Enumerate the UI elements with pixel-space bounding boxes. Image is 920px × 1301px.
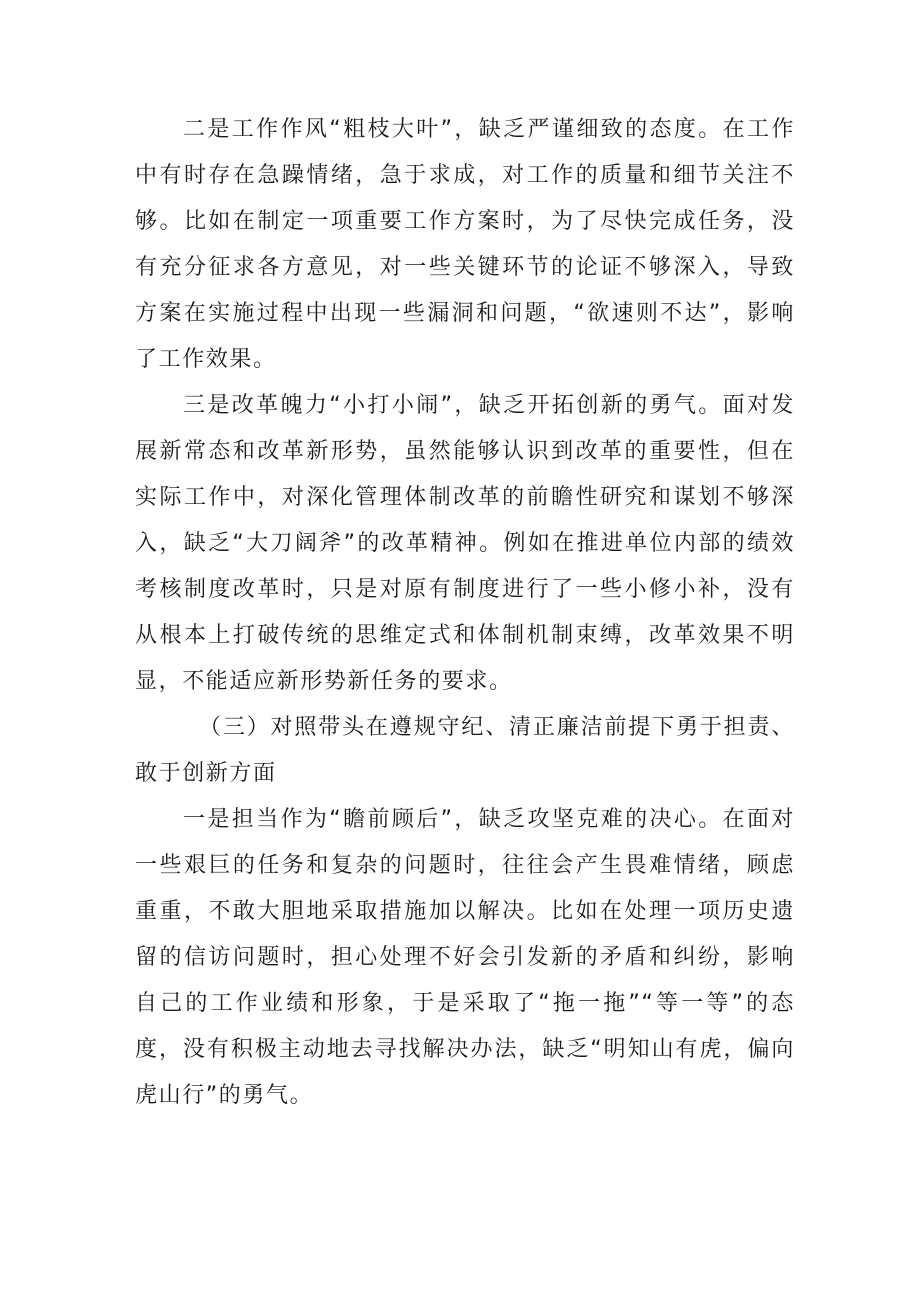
section-heading-three: （三）对照带头在遵规守纪、清正廉洁前提下勇于担责、敢于创新方面: [135, 715, 795, 786]
paragraph-work-style: 二是工作作风“粗枝大叶”，缺乏严谨细致的态度。在工作中有时存在急躁情绪，急于求成，对工作的质量和细节关注不够。比如在制定一项重要工作方案时，为了尽快完成任务，没有充分征求各方意见，对一些关键环节的论证不够深入，导致方案在实施过程中出现一些漏洞和问题，“欲速则不达”，影响了工作效果。: [135, 117, 795, 372]
document-body: [135, 107, 795, 1119]
paragraph-responsibility: 一是担当作为“瞻前顾后”，缺乏攻坚克难的决心。在面对一些艰巨的任务和复杂的问题时，往往会产生畏难情绪，顾虑重重，不敢大胆地采取措施加以解决。比如在处理一项历史遗留的信访问题时，担心处理不好会引发新的矛盾和纠纷，影响自己的工作业绩和形象，于是采取了“拖一拖”“等一等”的态度，没有积极主动地去寻找解决办法，缺乏“明知山有虎，偏向虎山行”的勇气。: [135, 807, 795, 1108]
paragraph-reform-courage: 三是改革魄力“小打小闹”，缺乏开拓创新的勇气。面对发展新常态和改革新形势，虽然能够认识到改革的重要性，但在实际工作中，对深化管理体制改革的前瞻性研究和谋划不够深入，缺乏“大刀阔斧”的改革精神。例如在推进单位内部的绩效考核制度改革时，只是对原有制度进行了一些小修小补，没有从根本上打破传统的思维定式和体制机制束缚，改革效果不明显，不能适应新形势新任务的要求。: [135, 393, 795, 694]
